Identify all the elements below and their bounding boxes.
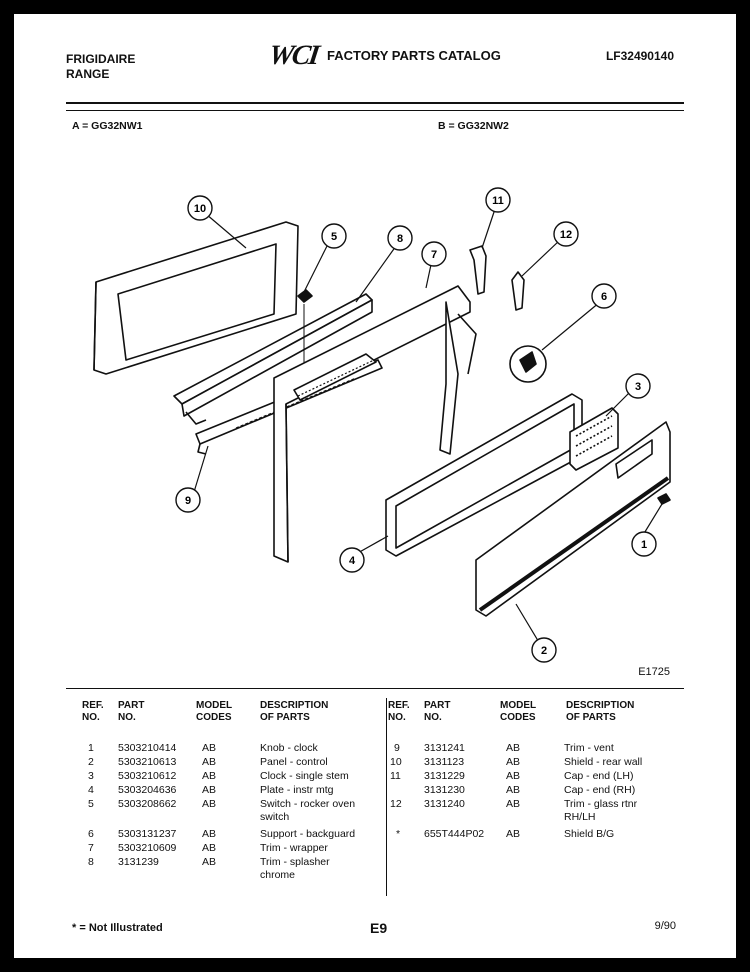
not-illustrated-note: * = Not Illustrated	[72, 922, 163, 934]
model-b: B = GG32NW2	[438, 120, 509, 132]
part-clock-knob	[658, 494, 670, 504]
svg-text:11: 11	[492, 195, 504, 207]
header-desc: DESCRIPTION OF PARTS	[566, 700, 635, 723]
brand-name: FRIGIDAIRE	[66, 52, 136, 66]
product-type: RANGE	[66, 67, 110, 81]
callout-11	[486, 188, 510, 212]
header-desc: DESCRIPTION OF PARTS	[260, 700, 329, 723]
svg-text:6: 6	[600, 291, 608, 303]
figure-code: E1725	[638, 666, 670, 678]
header-part: PART NO.	[424, 700, 451, 723]
callout-8	[388, 226, 412, 250]
svg-text:7: 7	[430, 249, 438, 261]
svg-text:4: 4	[348, 555, 356, 567]
catalog-page: FRIGIDAIRE RANGE WCI FACTORY PARTS CATALOG LF32490140 A = GG32NW1 B = GG32NW2 1 2 3 4 5 6 7 8 9 10 11 12 E1725 REF. NO. PART NO. MODEL CODES DESCRIPTION OF PARTS 1 5303210414 AB Knob - clock 2 5303210613 AB Panel - control 3 5303210612 AB Clock - single stem 4 5303204636 AB Plate - instr mtg 5 5303208662 AB Switch - rocker oven switch 6 5303131237 AB Support - backguard 7 5303210609 AB Trim - wrapper 8 3131239 AB Trim - splasher chrome REF. NO. PART NO. MODEL CODES DESCRIPTION OF PARTS 9 3131241 AB Trim - vent 10 3131123 AB Shield - rear wall 11 3131229 AB Cap - end (LH) 3131230 AB Cap - end (RH) 12 3131240 AB Trim - glass rtnr RH/LH * 655T444P02 AB Shield B/G * = Not Illustrated E9 9/90	[14, 14, 736, 958]
table-divider	[386, 698, 387, 896]
callout-2	[532, 638, 556, 662]
callout-9	[176, 488, 200, 512]
header-rule-thin	[66, 110, 684, 111]
header-rule	[66, 102, 684, 104]
svg-text:5: 5	[330, 231, 338, 243]
callout-5	[322, 224, 346, 248]
svg-text:9: 9	[184, 495, 192, 507]
header-model: MODEL CODES	[196, 700, 233, 723]
catalog-number: LF32490140	[605, 49, 674, 63]
header-part: PART NO.	[118, 700, 145, 723]
callout-6	[592, 284, 616, 308]
catalog-date: 9/90	[654, 920, 676, 932]
header-model: MODEL CODES	[500, 700, 537, 723]
table-top-rule	[66, 688, 684, 689]
page-number: E9	[370, 920, 388, 936]
svg-text:8: 8	[396, 233, 404, 245]
svg-text:1: 1	[640, 539, 648, 551]
callout-3	[626, 374, 650, 398]
svg-text:2: 2	[540, 645, 548, 657]
svg-text:12: 12	[559, 229, 573, 241]
header-ref: REF. NO.	[388, 700, 410, 723]
callout-12	[554, 222, 578, 246]
svg-text:3: 3	[634, 381, 642, 393]
brand-block	[66, 52, 135, 82]
wci-logo: WCI	[266, 40, 320, 71]
header-ref: REF. NO.	[82, 700, 104, 723]
model-a: A = GG32NW1	[72, 120, 143, 132]
part-end-cap-lh	[470, 246, 486, 294]
callout-4	[340, 548, 364, 572]
part-glass-retainer	[512, 272, 524, 310]
callout-1	[632, 532, 656, 556]
part-backguard-support	[510, 346, 546, 382]
callout-7	[422, 242, 446, 266]
svg-text:10: 10	[193, 203, 207, 215]
catalog-title: FACTORY PARTS CATALOG	[327, 48, 501, 63]
callout-10	[188, 196, 212, 220]
exploded-parts-diagram	[66, 164, 686, 664]
